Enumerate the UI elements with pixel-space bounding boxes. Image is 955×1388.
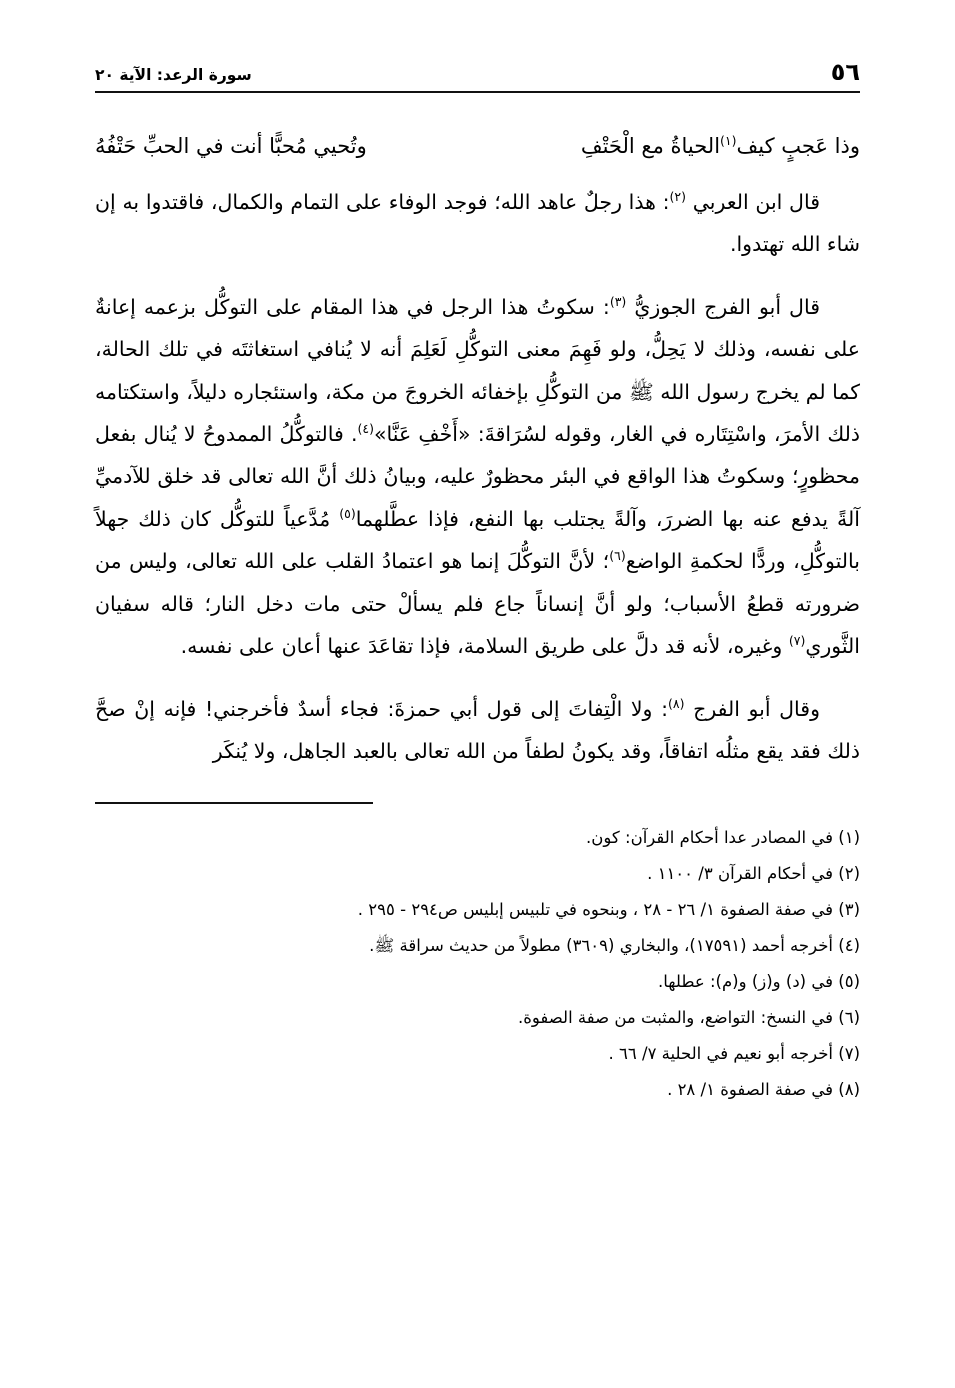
footnote-marker: (٤) [357, 421, 375, 437]
footnote-item [95, 820, 860, 856]
text-run: قال أبو الفرج الجوزيُّ [626, 294, 820, 319]
footnote-number: (٦) [833, 1008, 860, 1028]
footnotes-block [95, 820, 860, 1108]
footnote-text: في (د) و(ز) و(م): عطلها. [658, 972, 833, 992]
footnote-text: أخرجه أبو نعيم في الحلية ٧/ ٦٦ . [608, 1044, 833, 1064]
verse-hemistich-right: وتُحيي مُحبًّا أنت في الحبِّ حَتْفُهُ [95, 134, 367, 158]
footnote-marker: (٧) [788, 633, 806, 649]
footnote-text: في صفة الصفوة ١/ ٢٨ . [667, 1080, 833, 1100]
text-run: : ولا الْتِفاتَ إلى قول أبي حمزةَ: فجاء أسدٌ فأخرجني! فإنه إنْ صحَّ ذلك فقد يقع مثلُه اتفاقاً، وقد يكونُ لطفاً من الله تعالى بالعبد الجاهل، ولا يُنكَر [95, 696, 860, 763]
footnote-item [95, 964, 860, 1000]
poetry-verse [95, 127, 860, 167]
text-run: : سكوتُ هذا الرجل في هذا المقام على التوكُّل بزعمه إعانةٌ على نفسه، وذلك لا يَحِلُّ، ولو فَهِمَ معنى التوكُّلِ لَعَلِمَ أنه لا يُنافي استغاثتَه في تلك الحالة، كما لم يخرج رسول الله ﷺ من التوكُّلِ بإخفائه الخروجَ من مكة، واستئجاره دليلاً، واستكتامه ذلك الأمرَ، واسْتِتَاره في الغار، وقوله لسُرَاقةَ: «أَخْفِ عَنَّا» [95, 294, 860, 446]
footnote-separator [95, 802, 373, 804]
footnote-item [95, 1036, 860, 1072]
text-run: ؛ لأنَّ التوكُّلَ إنما هو اعتمادُ القلب على الله تعالى، وليس من ضرورته قطعُ الأسباب؛ ولو أنَّ إنساناً جاع فلم يسألْ حتى مات دخل النار؛ قاله سفيان الثَّوري [95, 549, 860, 659]
footnote-marker: (٦) [609, 548, 626, 564]
text-run: قال ابن العربي [686, 189, 820, 214]
footnote-text: في النسخ: التواضع، والمثبت من صفة الصفوة. [517, 1008, 833, 1028]
footnote-text: في صفة الصفوة ١/ ٢٦ - ٢٨ ، وبنحوه في تلبيس إبليس ص٢٩٤ - ٢٩٥ . [357, 900, 833, 920]
verse-footnote-marker: (١) [720, 133, 737, 148]
paragraph-abu-al-faraj [95, 688, 860, 773]
footnote-number: (٧) [833, 1044, 860, 1064]
running-head-title: سورة الرعد: الآية ٢٠ [95, 66, 252, 85]
body-text [95, 181, 860, 772]
footnote-item [95, 1000, 860, 1036]
footnote-number: (٢) [833, 864, 860, 884]
footnote-text: في المصادر عدا أحكام القرآن: كون. [586, 828, 833, 848]
footnote-marker: (٨) [667, 695, 685, 711]
paragraph-ibn-arabi [95, 181, 860, 266]
footnote-item [95, 928, 860, 964]
footnote-item [95, 892, 860, 928]
text-run: . فالتوكُّلُ الممدوحُ لا يُنال بفعل محظورٍ؛ وسكوتُ هذا الواقع في البئر محظورٌ عليه، وبيانُ ذلك أنَّ الله تعالى قد خلق للآدميِّ آلةً يدفع عنه بها الضررَ، وآلةً يجتلب بها النفع، فإذا عطَّلهما [95, 422, 860, 531]
footnote-item [95, 1072, 860, 1108]
footnote-number: (٨) [833, 1080, 860, 1100]
paragraph-ibn-al-jawzi [95, 286, 860, 668]
page-number: ٥٦ [830, 58, 860, 86]
text-run: مُدَّعياً للتوكُّل كان ذلك جهلاً بالتوكُّلِ، وردًّا لحكمةِ الواضع [95, 506, 860, 574]
footnote-number: (١) [833, 828, 860, 848]
page-header [95, 60, 860, 93]
footnote-number: (٤) [833, 936, 860, 956]
footnote-number: (٥) [833, 972, 860, 992]
footnote-text: في أحكام القرآن ٣/ ١١٠٠ . [647, 864, 833, 884]
footnote-text: أخرجه أحمد (١٧٥٩١)، والبخاري (٣٦٠٩) مطولاً من حديث سراقة ﷺ. [369, 936, 833, 956]
verse-hemistich-left [581, 127, 860, 167]
verse-left-post: الحياةُ مع الْحَتْفِ [580, 134, 721, 158]
footnote-marker: (٣) [609, 293, 627, 309]
text-run: : هذا رجلٌ عاهد الله؛ فوجد الوفاء على التمام والكمال، فاقتدوا به إن شاء الله تهتدوا. [95, 189, 860, 257]
verse-left-pre: وذا عَجبٍ كيف [736, 134, 860, 158]
footnote-number: (٣) [833, 900, 860, 920]
footnote-marker: (٢) [669, 189, 687, 205]
footnote-item [95, 856, 860, 892]
text-run: وقال أبو الفرج [684, 696, 820, 721]
footnote-marker: (٥) [339, 506, 356, 522]
text-run: وغيره، لأنه قد دلَّ على طريق السلامة، فإذا تقاعَدَ عنها أعان على نفسه. [180, 634, 789, 659]
